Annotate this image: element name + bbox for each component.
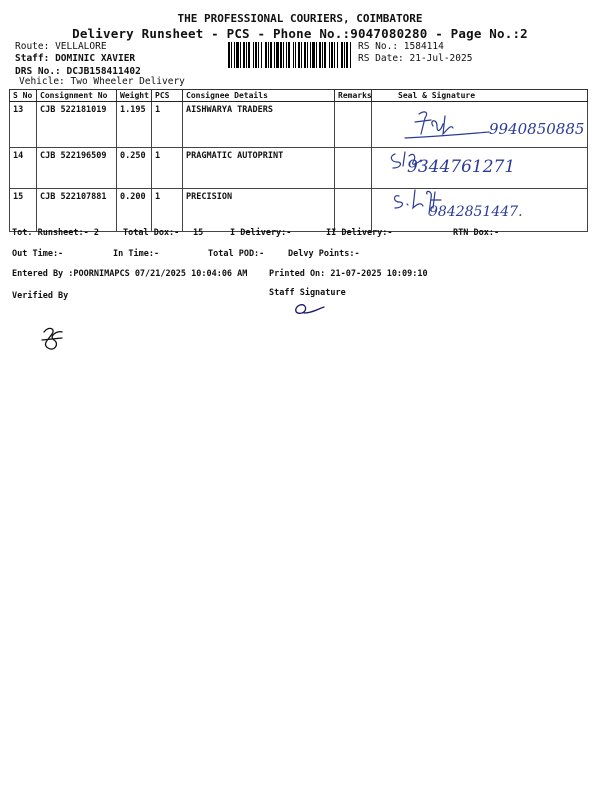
cell-consignee: PRECISION [183,189,335,232]
cell-consignment: CJB 522181019 [37,102,117,148]
tot-runsheet: Tot. Runsheet:- 2 [12,228,99,238]
cell-weight: 1.195 [117,102,152,148]
col-signature: Seal & Signature [372,90,588,102]
col-sno: S No [10,90,37,102]
in-time: In Time:- [113,249,160,259]
out-time: Out Time:- [12,249,64,259]
rs-no-value: 1584114 [403,41,444,52]
route-line [15,41,107,52]
cell-consignment: CJB 522196509 [37,148,117,189]
handwritten-phone-15: 9842851447. [429,204,523,220]
verified-by: Verified By [12,291,69,301]
staff-signature-label: Staff Signature [269,288,346,298]
rtn-dox: RTN Dox:- [453,228,500,238]
cell-sno: 15 [10,189,37,232]
page-title: Delivery Runsheet - PCS - Phone No.:9047080280 - Page No.:2 [72,26,528,41]
entered-by: Entered By :POORNIMAPCS 07/21/2025 10:04:06 AM [12,269,248,279]
vehicle-value: Two Wheeler Delivery [70,76,185,87]
company-name: THE PROFESSIONAL COURIERS, COIMBATORE [177,12,423,25]
staff-signature-mark [290,293,330,319]
total-dox-value: 15 [193,228,204,238]
staff-line [15,53,135,64]
cell-consignment: CJB 522107881 [37,189,117,232]
staff-value: DOMINIC XAVIER [55,53,136,64]
col-consignee: Consignee Details [183,90,335,102]
handwriting-layer [385,104,590,226]
total-pod: Total POD:- [208,249,265,259]
drs-value: DCJB158411402 [66,66,141,77]
cell-weight: 0.250 [117,148,152,189]
handwritten-phone-14: 9344761271 [407,157,516,177]
staff-label: Staff: [15,53,50,64]
cell-remarks [335,189,372,232]
col-remarks: Remarks [335,90,372,102]
rs-no-line [358,41,444,52]
vehicle-line [19,76,185,87]
vehicle-label: Vehicle: [19,76,65,87]
cell-consignee: AISHWARYA TRADERS [183,102,335,148]
rs-date-line [358,53,472,64]
cell-weight: 0.200 [117,189,152,232]
col-pcs: PCS [152,90,183,102]
delvy-points: Delvy Points:- [288,249,360,259]
route-value: VELLALORE [55,41,107,52]
cell-pcs: 1 [152,189,183,232]
rs-date-label: RS Date: [358,53,404,64]
cell-remarks [335,102,372,148]
cell-consignee: PRAGMATIC AUTOPRINT [183,148,335,189]
cell-pcs: 1 [152,102,183,148]
barcode [228,42,352,68]
i-delivery: I Delivery:- [230,228,292,238]
cell-remarks [335,148,372,189]
verified-signature-mark [38,322,68,354]
printed-on: Printed On: 21-07-2025 10:09:10 [269,269,428,279]
handwritten-phone-13: 9940850885 [489,120,585,138]
table-header-row [10,90,588,102]
col-weight: Weight [117,90,152,102]
cell-sno: 14 [10,148,37,189]
cell-pcs: 1 [152,148,183,189]
ii-delivery: II Delivery:- [326,228,393,238]
col-consignment: Consignment No [37,90,117,102]
route-label: Route: [15,41,50,52]
cell-sno: 13 [10,102,37,148]
signature-row-13 [405,112,489,138]
rs-no-label: RS No.: [358,41,399,52]
total-dox-label: Total Dox:- [123,228,180,238]
rs-date-value: 21-Jul-2025 [409,53,473,64]
drs-label: DRS No.: [15,66,61,77]
